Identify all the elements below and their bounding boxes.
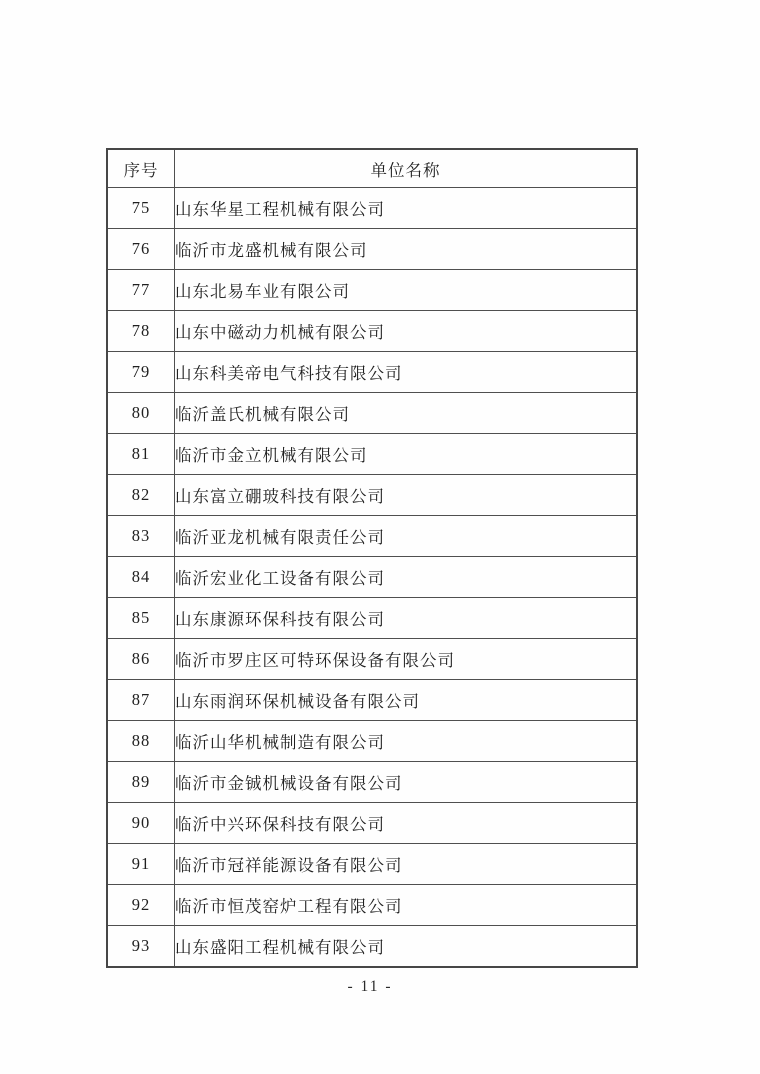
row-index-cell: 82 [107, 475, 175, 516]
table-row [107, 598, 637, 639]
row-index-cell: 93 [107, 926, 175, 968]
unit-name-cell: 山东华星工程机械有限公司 [175, 188, 638, 229]
unit-name-cell: 山东盛阳工程机械有限公司 [175, 926, 638, 968]
table-row [107, 680, 637, 721]
table-row [107, 557, 637, 598]
table-row [107, 434, 637, 475]
units-table [106, 148, 638, 968]
row-index-cell: 84 [107, 557, 175, 598]
table-row [107, 803, 637, 844]
table-body [107, 188, 637, 968]
unit-name-cell: 山东北易车业有限公司 [175, 270, 638, 311]
table-row [107, 762, 637, 803]
row-index-cell: 86 [107, 639, 175, 680]
row-index-cell: 91 [107, 844, 175, 885]
row-index-cell: 90 [107, 803, 175, 844]
table-row [107, 311, 637, 352]
unit-name-cell: 临沂市金立机械有限公司 [175, 434, 638, 475]
row-index-cell: 83 [107, 516, 175, 557]
row-index-cell: 89 [107, 762, 175, 803]
table-row [107, 885, 637, 926]
unit-name-cell: 山东科美帝电气科技有限公司 [175, 352, 638, 393]
unit-name-cell: 临沂盖氏机械有限公司 [175, 393, 638, 434]
column-header-index: 序号 [107, 149, 175, 188]
row-index-cell: 79 [107, 352, 175, 393]
unit-name-cell: 山东中磁动力机械有限公司 [175, 311, 638, 352]
table-row [107, 229, 637, 270]
unit-name-cell: 临沂亚龙机械有限责任公司 [175, 516, 638, 557]
row-index-cell: 78 [107, 311, 175, 352]
table-row [107, 926, 637, 968]
row-index-cell: 88 [107, 721, 175, 762]
unit-name-cell: 临沂市恒茂窑炉工程有限公司 [175, 885, 638, 926]
column-header-unit-name: 单位名称 [175, 149, 638, 188]
table-row [107, 188, 637, 229]
unit-name-cell: 临沂市金铖机械设备有限公司 [175, 762, 638, 803]
unit-name-cell: 临沂市龙盛机械有限公司 [175, 229, 638, 270]
table-row [107, 721, 637, 762]
row-index-cell: 76 [107, 229, 175, 270]
unit-name-cell: 临沂中兴环保科技有限公司 [175, 803, 638, 844]
unit-name-cell: 临沂宏业化工设备有限公司 [175, 557, 638, 598]
unit-name-cell: 山东康源环保科技有限公司 [175, 598, 638, 639]
table-row [107, 475, 637, 516]
row-index-cell: 81 [107, 434, 175, 475]
unit-name-cell: 山东富立硼玻科技有限公司 [175, 475, 638, 516]
row-index-cell: 85 [107, 598, 175, 639]
table-row [107, 844, 637, 885]
unit-name-cell: 临沂市罗庄区可特环保设备有限公司 [175, 639, 638, 680]
row-index-cell: 75 [107, 188, 175, 229]
unit-name-cell: 临沂山华机械制造有限公司 [175, 721, 638, 762]
row-index-cell: 87 [107, 680, 175, 721]
table-row [107, 639, 637, 680]
table-row [107, 352, 637, 393]
row-index-cell: 80 [107, 393, 175, 434]
table-header-row [107, 149, 637, 188]
table-row [107, 516, 637, 557]
table-row [107, 393, 637, 434]
page-number: - 11 - [347, 978, 393, 995]
row-index-cell: 77 [107, 270, 175, 311]
row-index-cell: 92 [107, 885, 175, 926]
unit-name-cell: 山东雨润环保机械设备有限公司 [175, 680, 638, 721]
unit-name-cell: 临沂市冠祥能源设备有限公司 [175, 844, 638, 885]
table-row [107, 270, 637, 311]
